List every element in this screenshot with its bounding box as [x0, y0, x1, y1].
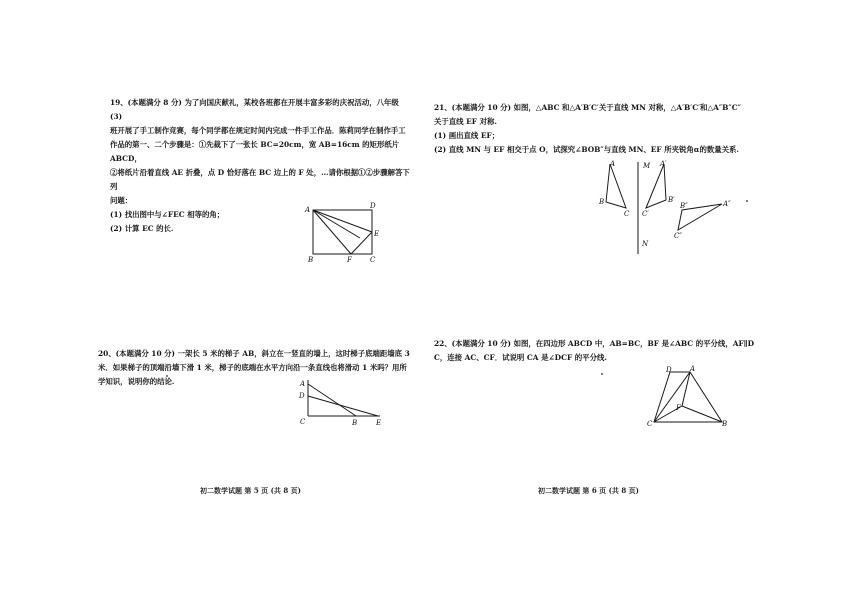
- scan-speck: [166, 375, 168, 377]
- label-d: D: [370, 202, 376, 210]
- label-a-double-prime: A″: [723, 200, 731, 208]
- label-a: A: [610, 160, 616, 168]
- figure-20-ladder: [294, 376, 394, 428]
- problem-22-line: C，连接 AC、CF．试说明 CA 是∠DCF 的平分线.: [434, 353, 607, 362]
- problem-21-line: (1) 画出直线 EF；: [434, 131, 500, 140]
- label-d: D: [666, 366, 672, 374]
- figure-21-reflections: [596, 158, 736, 258]
- label-b: B: [308, 256, 314, 264]
- figure-19-rectangle-fold: [300, 200, 390, 264]
- problem-19-line: (2) 计算 EC 的长.: [110, 224, 174, 233]
- segment-bf: [682, 406, 722, 422]
- segment-ae-shade: [313, 210, 360, 238]
- label-c-prime: C′: [642, 210, 649, 218]
- problem-20-line: 20、(本题满分 10 分) 一架长 5 米的梯子 AB，斜立在一竖直的墙上，这时梯子底端距墙底 3: [98, 349, 410, 358]
- problem-19-line: 19、(本题满分 8 分) 为了向国庆献礼，某校各班都在开展丰富多彩的庆祝活动，八年级 (3): [110, 98, 399, 121]
- label-a: A: [690, 365, 696, 373]
- problem-21-line: 21、(本题满分 10 分) 如图，△ABC 和△A′B′C′关于直线 MN 对称，△A′B′C′和△A″B″C″: [434, 103, 741, 112]
- label-f: F: [676, 404, 681, 412]
- label-b-double-prime: B″: [680, 202, 688, 210]
- label-c: C: [370, 256, 376, 264]
- label-a: A: [300, 380, 306, 388]
- label-a-prime: A′: [660, 160, 667, 168]
- segment-fe: [351, 232, 372, 254]
- label-f: F: [347, 256, 352, 264]
- label-b: B: [722, 420, 728, 428]
- label-a: A: [305, 206, 311, 214]
- label-b-prime: B′: [668, 196, 675, 204]
- label-n: N: [642, 240, 649, 248]
- label-b: B: [599, 198, 605, 206]
- problem-22: [434, 337, 764, 365]
- label-c: C: [300, 418, 306, 426]
- scan-speck: [746, 200, 748, 202]
- label-e: E: [374, 230, 380, 238]
- label-c-double-prime: C″: [674, 232, 682, 240]
- label-c: C: [647, 420, 653, 428]
- figure-22-quadrilateral: [646, 364, 730, 428]
- ladder-de: [308, 396, 378, 416]
- rectangle-abcd: [313, 210, 372, 254]
- label-b: B: [352, 419, 358, 427]
- problem-21: [434, 101, 764, 157]
- footer-right: 初二数学试题 第 6 页 (共 8 页): [538, 486, 639, 495]
- label-c: C: [624, 210, 630, 218]
- ladder-ab: [308, 384, 356, 416]
- scan-speck: [601, 373, 603, 375]
- problem-21-line: 关于直线 EF 对称.: [434, 117, 497, 126]
- problem-20-line: 学知识，说明你的结论.: [98, 377, 175, 386]
- problem-19-line: 班开展了手工制作竞赛，每个同学都在规定时间内完成一件手工作品．陈莉同学在制作手工: [110, 126, 406, 135]
- problem-20-line: 米．如果梯子的顶端沿墙下滑 1 米，梯子的底端在水平方向沿一条直线也将滑动 1 米吗？用所: [98, 363, 407, 372]
- problem-19-line: ②将纸片沿着直线 AE 折叠，点 D 恰好落在 BC 边上的 F 处，…请你根据①②步骤解答下列: [110, 168, 410, 191]
- label-e: E: [376, 419, 382, 427]
- problem-19-line: 作品的第一、二个步骤是：①先裁下了一张长 BC=20cm，宽 AB=16cm 的矩形纸片 ABCD，: [110, 140, 400, 163]
- problem-21-line: (2) 直线 MN 与 EF 相交于点 O，试探究∠BOB″与直线 MN、EF 所夹锐角α的数量关系.: [434, 145, 739, 154]
- problem-19-line: 问题：: [110, 196, 133, 205]
- problem-19-line: (1) 找出图中与∠FEC 相等的角；: [110, 210, 225, 219]
- triangle-abc: [606, 164, 626, 208]
- footer-left: 初二数学试题 第 5 页 (共 8 页): [200, 486, 301, 495]
- problem-22-line: 22、(本题满分 10 分) 如图，在四边形 ABCD 中，AB=BC，BF 是∠ABC 的平分线，AF∥D: [434, 339, 755, 348]
- triangle-a1b1c1: [646, 164, 666, 208]
- label-d: D: [299, 392, 305, 400]
- label-m: M: [643, 162, 651, 170]
